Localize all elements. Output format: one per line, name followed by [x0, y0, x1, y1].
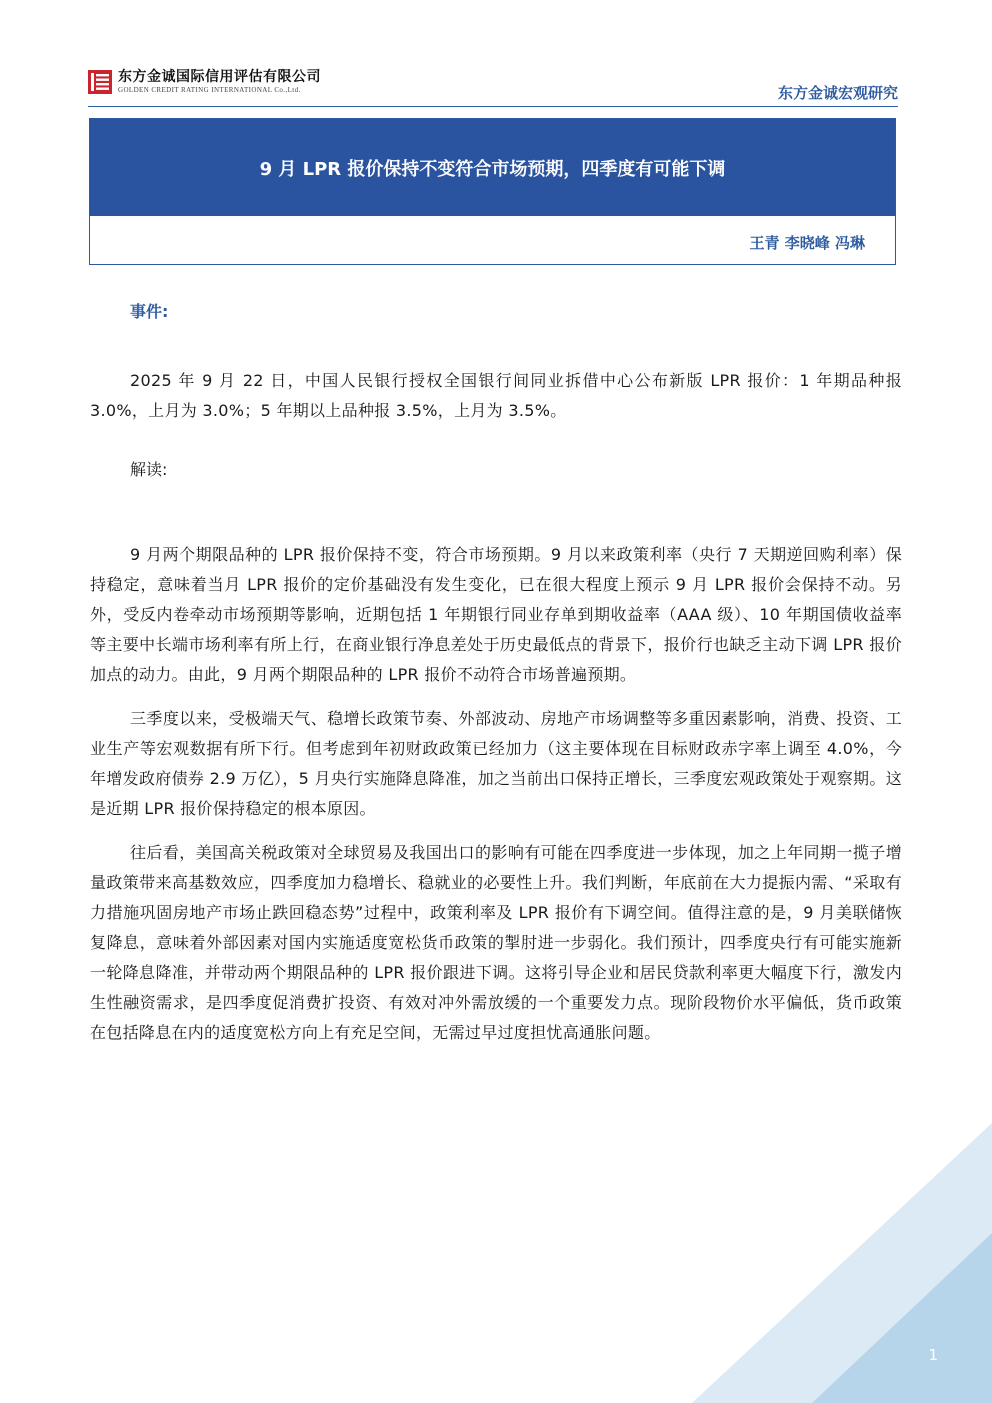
- page-number: 1: [928, 1346, 938, 1364]
- company-name-cn: 东方金诚国际信用评估有限公司: [118, 69, 321, 85]
- report-series-label: 东方金诚宏观研究: [777, 84, 898, 102]
- title-band: [90, 119, 895, 216]
- event-paragraph: 2025 年 9 月 22 日，中国人民银行授权全国银行间同业拆借中心公布新版 LPR 报价：1 年期品种报 3.0%，上月为 3.0%；5 年期以上品种报 3.5%，上月为 3.5%。: [90, 371, 902, 420]
- body-paragraph: 9 月两个期限品种的 LPR 报价保持不变，符合市场预期。9 月以来政策利率（央行 7 天期逆回购利率）保持稳定，意味着当月 LPR 报价的定价基础没有发生变化，已在很大程度上预示 9 月 LPR 报价会保持不动。另外，受反内卷牵动市场预期等影响，近期包括 1 年期银行同业存单到期收益率（AAA 级）、10 年期国债收益率等主要中长端市场利率有所上行，在商业银行净息差处于历史最低点的背景下，报价行也缺乏主动下调 LPR 报价加点的动力。由此，9 月两个期限品种的 LPR 报价不动符合市场普遍预期。: [90, 545, 902, 684]
- event-heading: 事件:: [130, 302, 169, 321]
- body-paragraph: 往后看，美国高关税政策对全球贸易及我国出口的影响有可能在四季度进一步体现，加之上年同期一揽子增量政策带来高基数效应，四季度加力稳增长、稳就业的必要性上升。我们判断，年底前在大力提振内需、“采取有力措施巩固房地产市场止跌回稳态势”过程中，政策利率及 LPR 报价有下调空间。值得注意的是，9 月美联储恢复降息，意味着外部因素对国内实施适度宽松货币政策的掣肘进一步弱化。我们预计，四季度央行有可能实施新一轮降息降准，并带动两个期限品种的 LPR 报价跟进下调。这将引导企业和居民贷款利率更大幅度下行，激发内生性融资需求，是四季度促消费扩投资、有效对冲外需放缓的一个重要发力点。现阶段物价水平偏低，货币政策在包括降息在内的适度宽松方向上有充足空间，无需过早过度担忧高通胀问题。: [90, 843, 902, 1042]
- company-name-block: [118, 68, 321, 95]
- corner-decoration: [692, 1123, 992, 1403]
- header-divider: [88, 106, 898, 107]
- report-authors: 王青 李晓峰 冯琳: [749, 234, 865, 252]
- company-logo-icon: [88, 70, 112, 94]
- body-paragraph: 三季度以来，受极端天气、稳增长政策节奏、外部波动、房地产市场调整等多重因素影响，消费、投资、工业生产等宏观数据有所下行。但考虑到年初财政政策已经加力（这主要体现在目标财政赤字率上调至 4.0%，今年增发政府债券 2.9 万亿），5 月央行实施降息降准，加之当前出口保持正增长，三季度宏观政策处于观察期。这是近期 LPR 报价保持稳定的根本原因。: [90, 709, 902, 818]
- company-name-en: GOLDEN CREDIT RATING INTERNATIONAL Co.,Ltd.: [118, 86, 301, 94]
- report-title: 9 月 LPR 报价保持不变符合市场预期，四季度有可能下调: [259, 158, 726, 180]
- page-header: [88, 68, 898, 104]
- title-box: [89, 118, 896, 265]
- interpretation-heading: 解读:: [130, 460, 168, 479]
- report-body: [90, 298, 902, 1062]
